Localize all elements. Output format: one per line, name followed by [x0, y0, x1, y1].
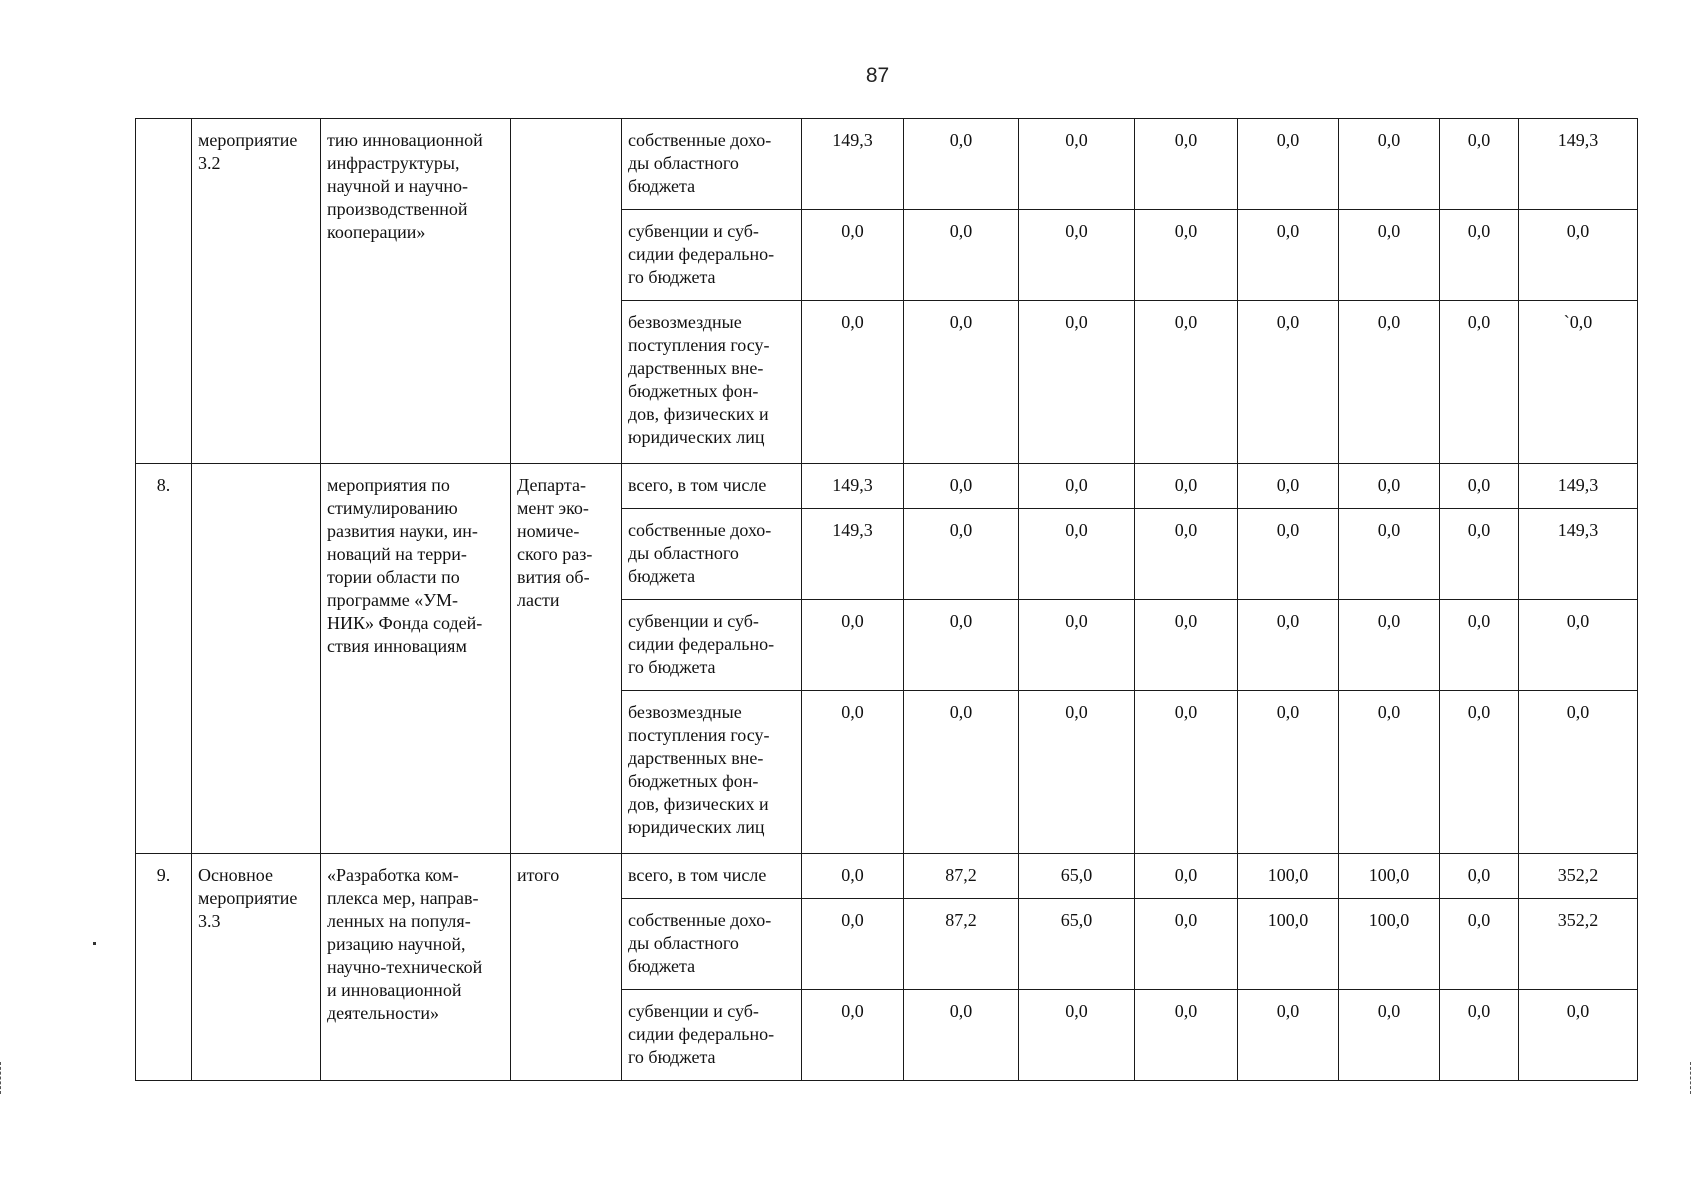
value-cell: 0,0 [1519, 210, 1638, 301]
event-name-cell: «Разработка ком- плекса мер, направ- ленных на популя- ризацию научной, научно-технической и инновационной деятельности» [321, 854, 511, 1081]
value-cell: 0,0 [1440, 210, 1519, 301]
funding-source-cell: субвенции и суб- сидии федерально- го бюджета [622, 210, 802, 301]
value-cell: 0,0 [802, 990, 904, 1081]
value-cell: 149,3 [802, 464, 904, 509]
value-cell: 0,0 [1135, 301, 1238, 464]
executor-cell [511, 119, 622, 464]
value-cell: 100,0 [1238, 854, 1339, 899]
value-cell: 0,0 [1440, 600, 1519, 691]
value-cell: 0,0 [904, 600, 1019, 691]
row-number-cell [136, 119, 192, 464]
value-cell: 100,0 [1339, 854, 1440, 899]
value-cell: 0,0 [1238, 210, 1339, 301]
row-number-cell: 9. [136, 854, 192, 1081]
value-cell: 0,0 [1339, 509, 1440, 600]
funding-source-cell: собственные дохо- ды областного бюджета [622, 119, 802, 210]
funding-source-cell: безвозмездные поступления госу- дарственных вне- бюджетных фон- дов, физических и юридических лиц [622, 691, 802, 854]
value-cell: 0,0 [1019, 119, 1135, 210]
value-cell: 0,0 [1135, 210, 1238, 301]
row-number-cell: 8. [136, 464, 192, 854]
value-cell: 0,0 [1440, 899, 1519, 990]
value-cell: 0,0 [1519, 691, 1638, 854]
value-cell: 0,0 [1238, 464, 1339, 509]
value-cell: 0,0 [1019, 600, 1135, 691]
funding-source-cell: безвозмездные поступления госу- дарственных вне- бюджетных фон- дов, физических и юридических лиц [622, 301, 802, 464]
event-name-cell: мероприятия по стимулированию развития науки, ин- новаций на терри- тории области по программе «УМ- НИК» Фонда содей- ствия инновациям [321, 464, 511, 854]
value-cell: 65,0 [1019, 899, 1135, 990]
value-cell: 0,0 [904, 464, 1019, 509]
funding-source-cell: субвенции и суб- сидии федерально- го бюджета [622, 600, 802, 691]
value-cell: 149,3 [802, 119, 904, 210]
value-cell: 0,0 [1135, 119, 1238, 210]
value-cell: 0,0 [1519, 990, 1638, 1081]
value-cell: 0,0 [1019, 691, 1135, 854]
value-cell: 0,0 [802, 691, 904, 854]
funding-source-cell: собственные дохо- ды областного бюджета [622, 899, 802, 990]
value-cell: 0,0 [802, 301, 904, 464]
value-cell: 0,0 [1019, 210, 1135, 301]
value-cell: 0,0 [904, 509, 1019, 600]
value-cell: 0,0 [1238, 509, 1339, 600]
value-cell: 0,0 [1440, 301, 1519, 464]
value-cell: 0,0 [1339, 119, 1440, 210]
value-cell: 0,0 [1019, 509, 1135, 600]
value-cell: 0,0 [1519, 600, 1638, 691]
value-cell: 0,0 [1135, 899, 1238, 990]
value-cell: 149,3 [802, 509, 904, 600]
value-cell: 0,0 [802, 899, 904, 990]
value-cell: 0,0 [1135, 464, 1238, 509]
funding-source-cell: всего, в том числе [622, 854, 802, 899]
scan-speck [93, 942, 96, 945]
value-cell: 149,3 [1519, 119, 1638, 210]
page-number: 87 [865, 64, 890, 87]
value-cell: 0,0 [1339, 691, 1440, 854]
table-row [136, 854, 1638, 899]
value-cell: 0,0 [904, 301, 1019, 464]
value-cell: `0,0 [1519, 301, 1638, 464]
budget-table [135, 118, 1638, 1081]
event-type-cell [192, 464, 321, 854]
value-cell: 0,0 [1440, 691, 1519, 854]
value-cell: 0,0 [802, 854, 904, 899]
value-cell: 0,0 [1440, 854, 1519, 899]
value-cell: 0,0 [904, 691, 1019, 854]
table-row [136, 119, 1638, 210]
event-type-cell: мероприятие 3.2 [192, 119, 321, 464]
value-cell: 149,3 [1519, 509, 1638, 600]
value-cell: 149,3 [1519, 464, 1638, 509]
value-cell: 87,2 [904, 854, 1019, 899]
funding-source-cell: всего, в том числе [622, 464, 802, 509]
value-cell: 352,2 [1519, 854, 1638, 899]
value-cell: 0,0 [1238, 990, 1339, 1081]
value-cell: 0,0 [904, 990, 1019, 1081]
value-cell: 0,0 [1135, 691, 1238, 854]
value-cell: 0,0 [1440, 464, 1519, 509]
funding-source-cell: субвенции и суб- сидии федерально- го бюджета [622, 990, 802, 1081]
value-cell: 0,0 [1440, 509, 1519, 600]
value-cell: 0,0 [1339, 990, 1440, 1081]
value-cell: 0,0 [1019, 464, 1135, 509]
value-cell: 0,0 [1135, 509, 1238, 600]
value-cell: 352,2 [1519, 899, 1638, 990]
value-cell: 0,0 [802, 600, 904, 691]
value-cell: 0,0 [1339, 210, 1440, 301]
value-cell: 0,0 [1339, 301, 1440, 464]
value-cell: 0,0 [1019, 301, 1135, 464]
value-cell: 65,0 [1019, 854, 1135, 899]
value-cell: 0,0 [1339, 600, 1440, 691]
left-edge-mark [0, 1062, 7, 1094]
value-cell: 87,2 [904, 899, 1019, 990]
event-type-cell: Основное мероприятие 3.3 [192, 854, 321, 1081]
value-cell: 0,0 [1339, 464, 1440, 509]
right-edge-mark [1690, 1062, 1697, 1094]
value-cell: 0,0 [1238, 691, 1339, 854]
value-cell: 0,0 [1135, 990, 1238, 1081]
funding-source-cell: собственные дохо- ды областного бюджета [622, 509, 802, 600]
executor-cell: итого [511, 854, 622, 1081]
value-cell: 0,0 [904, 119, 1019, 210]
value-cell: 0,0 [1135, 600, 1238, 691]
value-cell: 0,0 [1440, 990, 1519, 1081]
executor-cell: Департа- мент эко- номиче- ского раз- вития об- ласти [511, 464, 622, 854]
value-cell: 0,0 [904, 210, 1019, 301]
table-row [136, 464, 1638, 509]
value-cell: 0,0 [1135, 854, 1238, 899]
value-cell: 0,0 [1238, 301, 1339, 464]
value-cell: 0,0 [1440, 119, 1519, 210]
value-cell: 0,0 [802, 210, 904, 301]
value-cell: 0,0 [1019, 990, 1135, 1081]
value-cell: 100,0 [1238, 899, 1339, 990]
value-cell: 0,0 [1238, 119, 1339, 210]
value-cell: 100,0 [1339, 899, 1440, 990]
value-cell: 0,0 [1238, 600, 1339, 691]
event-name-cell: тию инновационной инфраструктуры, научной и научно- производственной кооперации» [321, 119, 511, 464]
